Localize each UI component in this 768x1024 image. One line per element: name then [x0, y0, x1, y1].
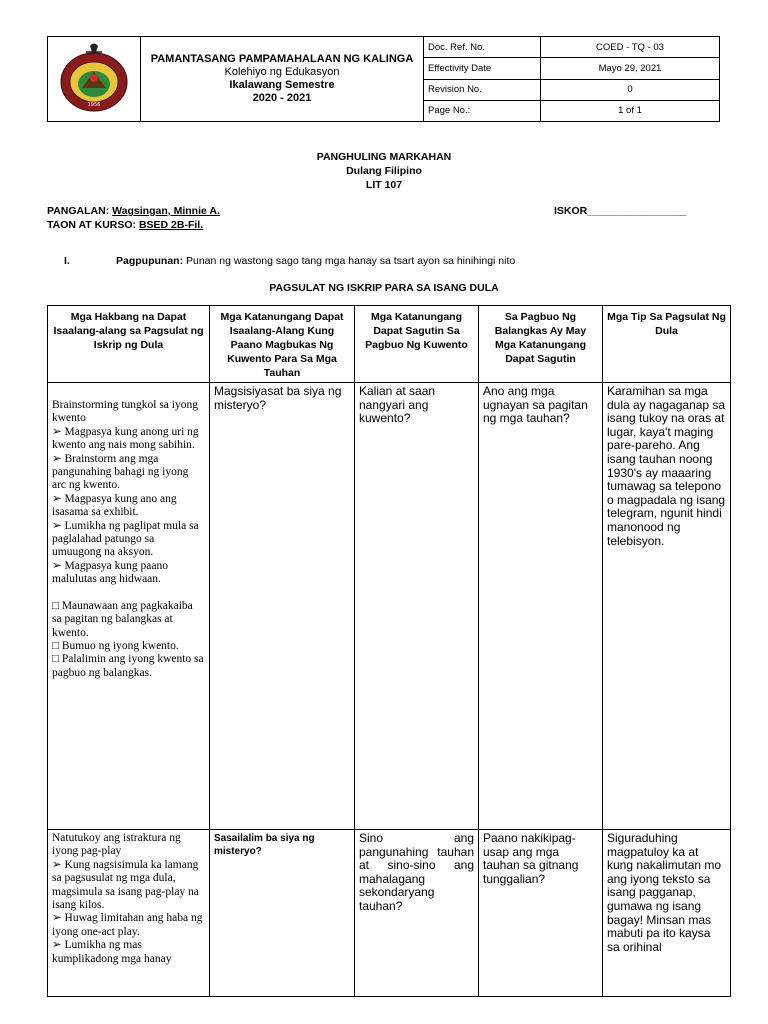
tip-cell: Siguraduhing magpatuloy ka at kung nakalimutan mo ang iyong teksto sa isang pagganap, gumawa ng isang bagay! Minsan mas mabuti pa ito kaysa sa orihinal — [603, 830, 731, 997]
column-header: Mga Katanungang Dapat Sagutin Sa Pagbuo Ng Kuwento — [355, 306, 479, 383]
instruction — [64, 255, 515, 267]
step-sub-item: □ Palalimin ang iyong kwento sa pagbuo ng balangkas. — [52, 653, 204, 679]
step-bullet: ➢ Brainstorm ang mga pangunahing bahagi ng iyong arc ng kwento. — [52, 452, 189, 492]
title-line-1: PANGHULING MARKAHAN — [316, 151, 452, 163]
story-question-cell: Kalian at saan nangyari ang kuwento? — [355, 383, 479, 830]
course-line — [47, 219, 203, 231]
logo-cell — [48, 37, 141, 122]
doc-ref-label: Doc. Ref. No. — [424, 37, 541, 58]
instruction-number: I. — [64, 255, 70, 267]
course-label: TAON AT KURSO: — [47, 219, 137, 231]
steps-cell — [48, 383, 210, 830]
page-no-value: 1 of 1 — [541, 100, 720, 121]
effectivity-label: Effectivity Date — [424, 58, 541, 79]
step-bullet: ➢ Magpasya kung paano malulutas ang hidwaan. — [52, 559, 168, 586]
document-titles — [0, 150, 768, 192]
box-icon: □ — [52, 639, 59, 652]
column-header: Mga Hakbang na Dapat Isaalang-alang sa Pagsulat ng Iskrip ng Dula — [48, 306, 210, 383]
plot-question-cell: Paano nakikipag-usap ang mga tauhan sa gitnang tunggalian? — [479, 830, 603, 997]
step-bullet: ➢ Lumikha ng mas kumplikadong mga hanay — [52, 939, 172, 965]
score-line: ISKOR_________________ — [554, 205, 687, 217]
instruction-text: Punan ng wastong sago tang mga hanay sa tsart ayon sa hinihingi nito — [183, 255, 516, 267]
column-header: Mga Tip Sa Pagsulat Ng Dula — [603, 306, 731, 383]
step-bullet: ➢ Huwag limitahan ang haba ng iyong one-act play. — [52, 912, 203, 938]
institution-name: PAMANTASANG PAMPAMAHALAAN NG KALINGA — [150, 53, 414, 65]
step-intro: Brainstorming tungkol sa iyong kwento — [52, 399, 198, 425]
semester: Ikalawang Semestre — [229, 79, 335, 91]
instruction-label: Pagpupunan: — [116, 255, 184, 267]
step-sub-item: □ Bumuo ng iyong kwento. — [52, 639, 179, 652]
revision-label: Revision No. — [424, 79, 541, 100]
steps-cell — [48, 830, 210, 997]
document-header — [47, 36, 720, 122]
student-name: Wagsingan, Minnie A. — [112, 205, 220, 217]
title-line-3: LIT 107 — [365, 179, 403, 191]
step-bullet: ➢ Kung nagsisimula ka lamang sa pagsusulat ng mga dula, magsimula sa isang pag-play na isang kilos. — [52, 858, 199, 912]
step-sub-item: □ Maunawaan ang pagkakaiba sa pagitan ng balangkas at kwento. — [52, 599, 193, 639]
step-bullet: ➢ Magpasya kung anong uri ng kwento ang nais mong sabihin. — [52, 425, 199, 452]
tip-cell: Karamihan sa mga dula ay nagaganap sa isang tukoy na oras at lugar, kaya't maging pare-pareho. Ang isang tauhan noong 1930's ay maaaring tumawag sa telepono o magpadala ng isang telegram, ngunit hindi manonood ng telebisyon. — [603, 383, 731, 830]
section-title: PAGSULAT NG ISKRIP PARA SA ISANG DULA — [269, 282, 499, 294]
box-icon: □ — [52, 653, 59, 666]
step-intro: Natutukoy ang istraktura ng iyong pag-play — [52, 832, 181, 858]
college-name: Kolehiyo ng Edukasyon — [224, 66, 340, 78]
name-label: PANGALAN: — [47, 205, 110, 217]
opening-question-cell: Sasailalim ba siya ng misteryo? — [210, 830, 355, 997]
institution-cell — [141, 37, 424, 122]
table-row — [48, 830, 731, 997]
page-no-label: Page No.: — [424, 100, 541, 121]
student-course: BSED 2B-Fil. — [138, 219, 204, 231]
svg-text:1956: 1956 — [87, 101, 101, 108]
doc-ref-value: COED - TQ - 03 — [541, 37, 720, 58]
title-line-2: Dulang Filipino — [346, 165, 422, 177]
plot-question-cell: Ano ang mga ugnayan sa pagitan ng mga tauhan? — [479, 383, 603, 830]
school-year: 2020 - 2021 — [252, 92, 312, 104]
box-icon: □ — [52, 599, 59, 612]
column-header: Mga Katanungang Dapat Isaalang-Alang Kung Paano Magbukas Ng Kuwento Para Sa Mga Tauhan — [210, 306, 355, 383]
name-line — [47, 205, 220, 217]
effectivity-value: Mayo 29, 2021 — [541, 58, 720, 79]
opening-question-cell: Magsisiyasat ba siya ng misteryo? — [210, 383, 355, 830]
column-header: Sa Pagbuo Ng Balangkas Ay May Mga Katanungang Dapat Sagutin — [479, 306, 603, 383]
story-question-cell: Sino ang pangunahing tauhan at sino-sino ang mahalagang sekondaryang tauhan? — [355, 830, 479, 997]
step-bullet: ➢ Lumikha ng paglipat mula sa paglalahad patungo sa umuugong na aksyon. — [52, 519, 199, 559]
step-bullet: ➢ Magpasya kung ano ang isasama sa exhibit. — [52, 492, 177, 519]
table-header-row — [48, 306, 731, 383]
revision-value: 0 — [541, 79, 720, 100]
play-writing-table — [47, 305, 731, 997]
table-row — [48, 383, 731, 830]
university-seal-icon — [52, 42, 136, 114]
